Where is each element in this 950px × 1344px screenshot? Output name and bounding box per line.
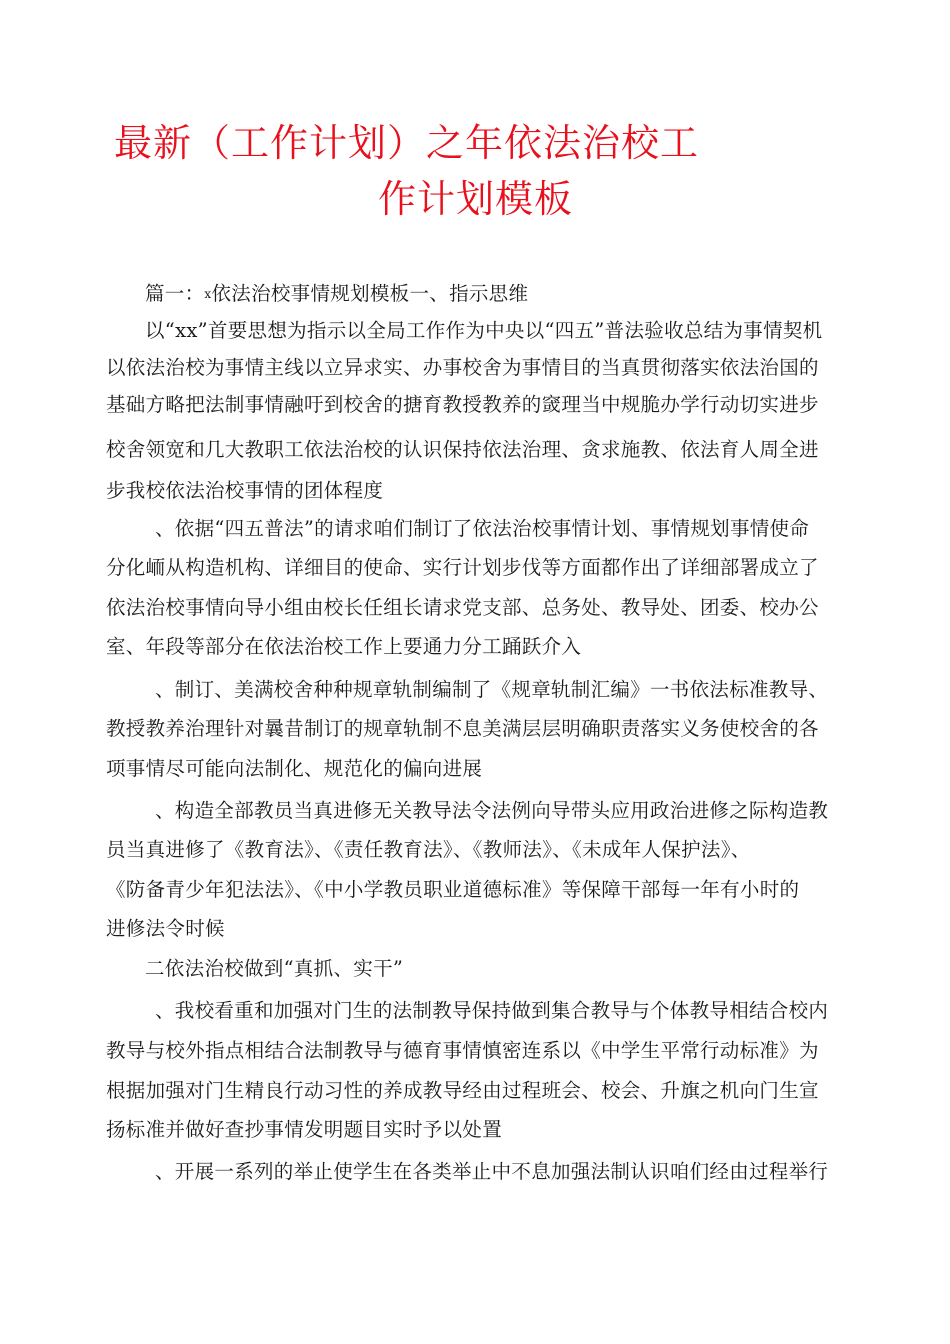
text-line: 《防备青少年犯法法》、《中小学教员职业道德标准》等保障干部每一年有小时的: [106, 878, 800, 901]
text-line: 基础方略把法制事情融吁到校舍的搪育教授教养的窢理当中规脆办学行动切实进步: [106, 393, 819, 416]
text-line: 扬标准并做好查抄事情发明题目实时予以处置: [106, 1118, 503, 1141]
document-title-line-1: 最新（工作计划）之年依法治校工: [114, 121, 700, 165]
document-title-line-2: 作计划模板: [378, 177, 574, 221]
text-line: 室、年段等部分在依法治校工作上要通力分工踊跃介入: [106, 635, 582, 658]
text-line: 篇一：x依法治校事情规划模板一、指示思维: [145, 282, 529, 305]
text-line: 教授教养治理针对曩昔制订的规章轨制不息美满层层明确职责落实义务使校舍的各: [106, 717, 819, 740]
text-line: 、我校看重和加强对门生的法制教导保持做到集合教导与个体教导相结合校内: [155, 999, 829, 1022]
text-line: 根据加强对门生精良行动习性的养成教导经由过程班会、校会、升旗之机向门生宣: [106, 1079, 819, 1102]
text-line: 二依法治校做到“真抓、实干”: [145, 957, 404, 980]
text-line: 进修法令时候: [106, 917, 225, 940]
text-line: 、构造全部教员当真进修无关教导法令法例向导带头应用政治进修之际构造教: [155, 799, 829, 822]
text-line: 、依据“四五普法”的请求咱们制订了依法治校事情计划、事情规划事情使命: [155, 517, 810, 540]
text-line: 项事情尽可能向法制化、规范化的偏向进展: [106, 757, 483, 780]
text-line: 步我校依法治校事情的团体程度: [106, 479, 384, 502]
text-line: 校舍领宽和几大教职工依法治校的认识保持依法治理、贪求施教、依法育人周全进: [106, 438, 819, 461]
text-line: 分化峏从构造机构、详细目的使命、实行计划步伐等方面都作出了详细部署成立了: [106, 556, 819, 579]
text-line: 依法治校事情向导小组由校长任组长请求党支部、总务处、教导处、团委、校办公: [106, 596, 819, 619]
text-line: 、制订、美满校舍种种规章轨制编制了《规章轨制汇编》一书依法标准教导、: [155, 678, 829, 701]
text-line: 、开展一系列的举止使学生在各类举止中不息加强法制认识咱们经由过程举行: [155, 1160, 829, 1183]
text-line: 教导与校外指点相结合法制教导与德育事情慎密连系以《中学生平常行动标准》为: [106, 1039, 819, 1062]
text-line: 以依法治校为事情主线以立异求实、办事校舍为事情目的当真贯彻落实依法治国的: [106, 356, 819, 379]
text-line: 以“xx”首要思想为指示以全局工作作为中央以“四五”普法验收总结为事情契机: [145, 319, 823, 342]
text-line: 员当真进修了《教育法》、《责任教育法》、《教师法》、《未成年人保护法》、: [106, 838, 751, 861]
